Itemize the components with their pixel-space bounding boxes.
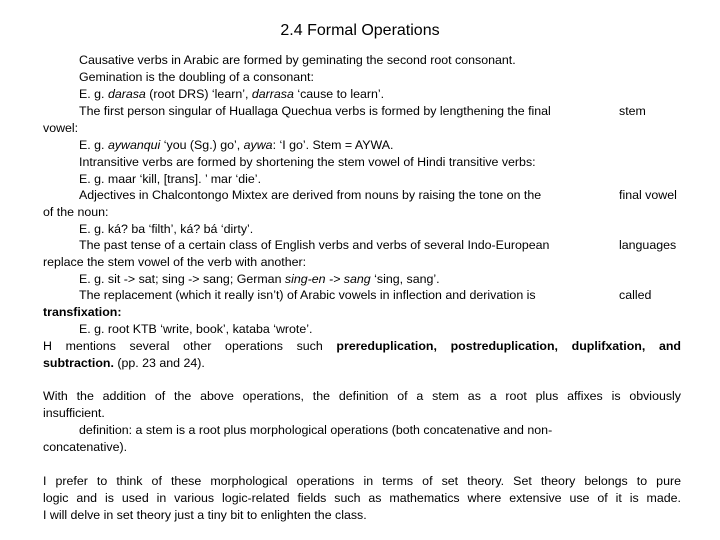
text-line-tail: stem <box>619 104 646 118</box>
text-line: definition: a stem is a root plus morphological operations (both concatenative and non- <box>79 423 553 437</box>
text-line: The replacement (which it really isn’t) of Arabic vowels in inflection and derivation is <box>79 288 536 302</box>
text-line: subtraction. (pp. 23 and 24). <box>43 356 205 370</box>
text-line-tail: called <box>619 288 652 302</box>
text-line: I prefer to think of these morphological operations in terms of set theory. Set theory belongs to pure <box>43 474 681 488</box>
text-line: Gemination is the doubling of a consonant: <box>79 70 314 84</box>
text-line: transfixation: <box>43 305 122 319</box>
text-line: H mentions several other operations such prereduplication, postreduplication, duplifxation, and <box>43 339 681 353</box>
text-line: Causative verbs in Arabic are formed by geminating the second root consonant. <box>79 53 516 67</box>
text-line: E. g. sit -> sat; sing -> sang; German sing-en -> sang ‘sing, sang’. <box>79 272 440 286</box>
text-line: replace the stem vowel of the verb with another: <box>43 255 307 269</box>
text-line: E. g. aywanqui ‘you (Sg.) go’, aywa: ‘I go’. Stem = AYWA. <box>79 138 394 152</box>
text-line: logic and is used in various logic-related fields such as mathematics where extensive use of it is made. <box>43 491 681 505</box>
text-line: With the addition of the above operations, the definition of a stem as a root plus affixes is obviously <box>43 389 681 403</box>
text-line: E. g. maar ‘kill, [trans]. ’ mar ‘die’. <box>79 172 262 186</box>
text-line: E. g. darasa (root DRS) ‘learn’, darrasa ‘cause to learn’. <box>79 87 385 101</box>
text-line: vowel: <box>43 121 79 135</box>
text-line: E. g. ká? ba ‘filth’, ká? bá ‘dirty’. <box>79 222 254 236</box>
text-line: Adjectives in Chalcontongo Mixtex are derived from nouns by raising the tone on the <box>79 188 542 202</box>
text-line-tail: languages <box>619 238 677 252</box>
text-line: E. g. root KTB ‘write, book’, kataba ‘wrote’. <box>79 322 313 336</box>
text-line: I will delve in set theory just a tiny bit to enlighten the class. <box>43 508 367 522</box>
text-line: The first person singular of Huallaga Quechua verbs is formed by lengthening the final <box>79 104 551 118</box>
text-line: The past tense of a certain class of English verbs and verbs of several Indo-European <box>79 238 550 252</box>
text-line: insufficient. <box>43 406 105 420</box>
page-title: 2.4 Formal Operations <box>280 22 440 39</box>
text-line: of the noun: <box>43 205 109 219</box>
text-line: concatenative). <box>43 440 128 454</box>
text-line: Intransitive verbs are formed by shortening the stem vowel of Hindi transitive verbs: <box>79 155 536 169</box>
text-line-tail: final vowel <box>619 188 677 202</box>
